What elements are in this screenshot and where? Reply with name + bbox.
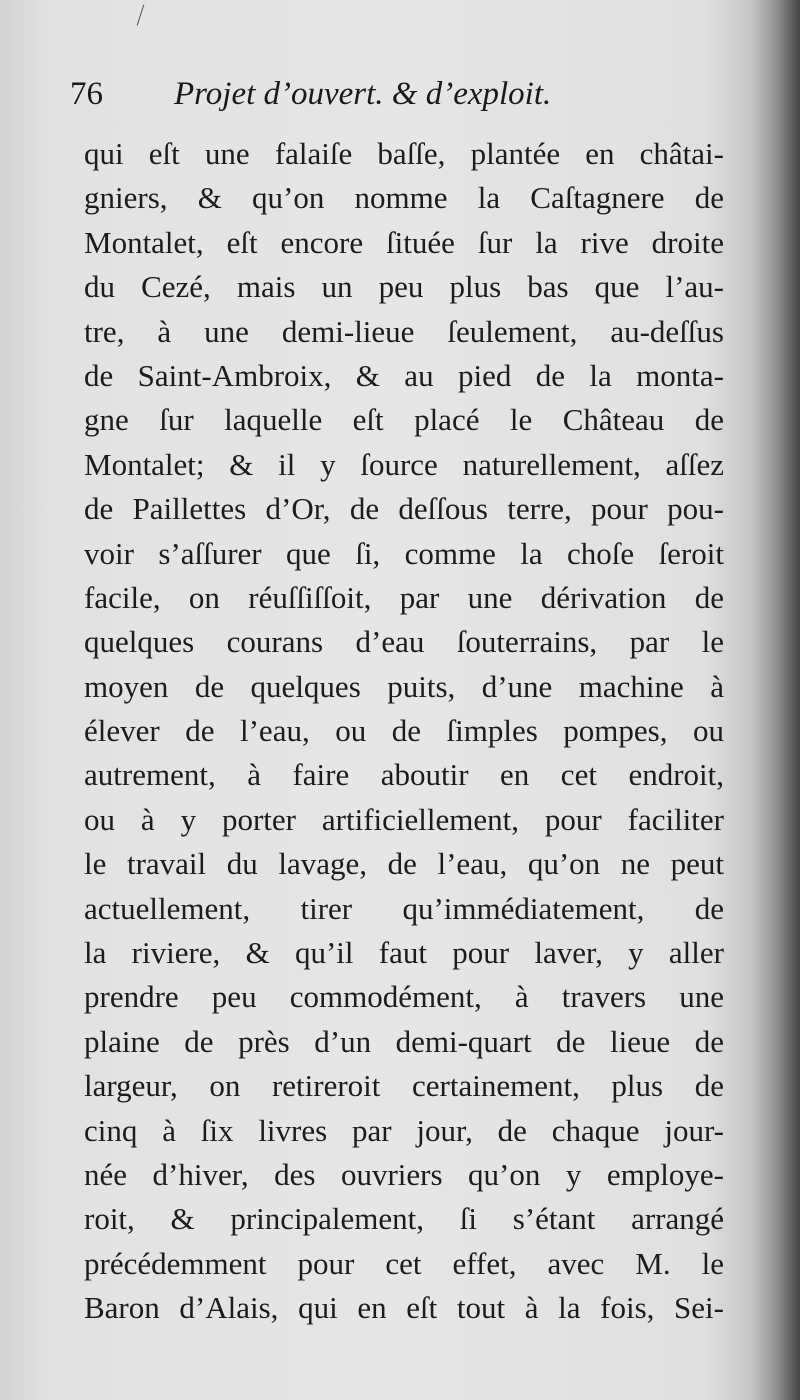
running-title: Projet d’ouvert. & d’exploit. [174, 76, 552, 112]
page-edge-shadow [750, 0, 800, 1400]
text-line: qui eſt une falaiſe baſſe, plantée en châtai- [84, 136, 724, 171]
body-text [84, 132, 724, 1331]
text-line: de Paillettes d’Or, de deſſous terre, pour pou- [84, 491, 724, 527]
text-line: roit, & principalement, ſi s’étant arrangé [84, 1201, 724, 1237]
text-line: voir s’aſſurer que ſi, comme la choſe ſeroit [84, 535, 724, 571]
text-line: facile, on réuſſiſſoit, par une dérivation de [84, 579, 724, 615]
page-number: 76 [70, 76, 103, 112]
text-line: quelques courans d’eau ſouterrains, par le [84, 624, 724, 660]
text-line: de Saint-Ambroix, & au pied de la monta- [84, 357, 724, 393]
text-line: autrement, à faire aboutir en cet endroit, [84, 757, 724, 793]
text-line: Montalet; & il y ſource naturellement, aſſez [84, 446, 724, 482]
text-line: ou à y porter artificiellement, pour faciliter [84, 801, 724, 837]
text-line: la riviere, & qu’il faut pour laver, y aller [84, 935, 724, 971]
text-line: gniers, & qu’on nomme la Caſtagnere de [84, 180, 724, 216]
text-line: gne ſur laquelle eſt placé le Château de [84, 402, 724, 438]
text-line: née d’hiver, des ouvriers qu’on y employe- [84, 1156, 724, 1192]
text-line: largeur, on retireroit certainement, plus de [84, 1068, 724, 1104]
text-line: tre, à une demi-lieue ſeulement, au-deſſus [84, 313, 724, 349]
text-line: cinq à ſix livres par jour, de chaque jour- [84, 1112, 724, 1148]
text-line: Baron d’Alais, qui en eſt tout à la fois, Sei- [84, 1290, 724, 1326]
stray-pen-mark [137, 4, 145, 25]
text-line: précédemment pour cet effet, avec M. le [84, 1245, 724, 1281]
text-line: du Cezé, mais un peu plus bas que l’au- [84, 269, 724, 305]
text-line: élever de l’eau, ou de ſimples pompes, ou [84, 713, 724, 749]
text-line: plaine de près d’un demi-quart de lieue de [84, 1023, 724, 1059]
text-line: le travail du lavage, de l’eau, qu’on ne peut [84, 846, 724, 882]
text-line: actuellement, tirer qu’immédiatement, de [84, 890, 724, 926]
page-header [70, 76, 710, 120]
text-line: moyen de quelques puits, d’une machine à [84, 668, 724, 704]
text-line: prendre peu commodément, à travers une [84, 979, 724, 1015]
text-line: Montalet, eſt encore ſituée ſur la rive droite [84, 224, 724, 260]
